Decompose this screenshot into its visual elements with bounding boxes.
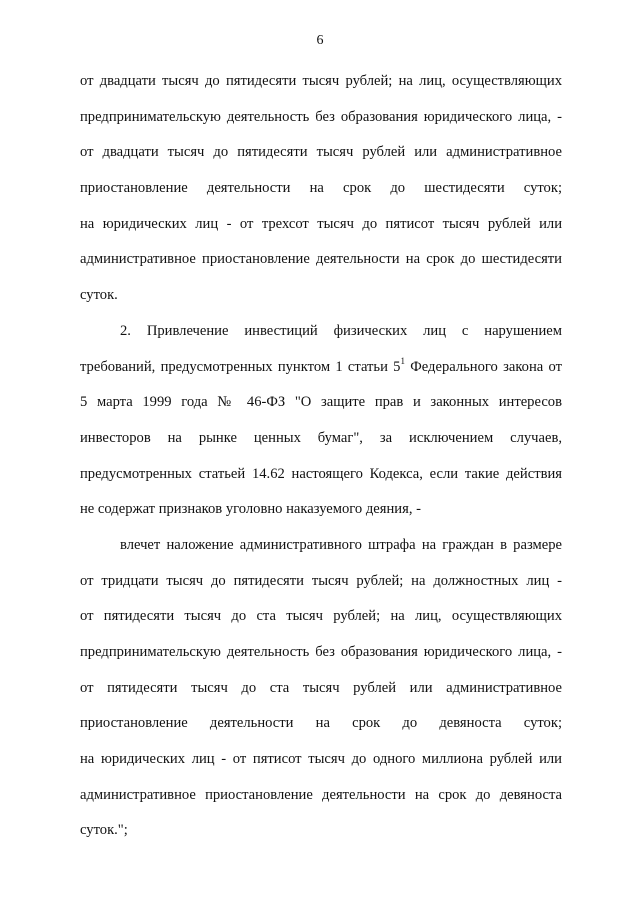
- text-line: инвесторов на рынке ценных бумаг", за исключением случаев,: [80, 429, 562, 446]
- document-body: [80, 64, 562, 849]
- text-line: предпринимательскую деятельность без образования юридического лица, -: [80, 644, 562, 660]
- text-line: 5 марта 1999 года № 46-ФЗ "О защите прав и законных интересов: [80, 394, 562, 411]
- text-line: влечет наложение административного штрафа на граждан в размере: [120, 536, 562, 553]
- text-line: приостановление деятельности на срок до девяноста суток;: [80, 715, 562, 732]
- text-line: от пятидесяти тысяч до ста тысяч рублей или административное: [80, 679, 562, 696]
- text-line: от двадцати тысяч до пятидесяти тысяч рублей или административное: [80, 144, 562, 161]
- text-line-with-superscript: [80, 350, 562, 386]
- superscript: 1: [400, 355, 405, 366]
- text-line: предпринимательскую деятельность без образования юридического лица, -: [80, 108, 562, 125]
- text-line: не содержат признаков уголовно наказуемого деяния, -: [80, 501, 421, 518]
- text-segment: Федерального закона от: [404, 358, 562, 375]
- text-line: предусмотренных статьей 14.62 настоящего Кодекса, если такие действия: [80, 465, 562, 482]
- text-line: от пятидесяти тысяч до ста тысяч рублей; на лиц, осуществляющих: [80, 608, 562, 625]
- text-line: 2. Привлечение инвестиций физических лиц с нарушением: [120, 322, 562, 339]
- text-line: на юридических лиц - от пятисот тысяч до одного миллиона рублей или: [80, 751, 562, 768]
- text-line: административное приостановление деятельности на срок до шестидесяти: [80, 251, 562, 268]
- page-number: 6: [316, 33, 324, 48]
- text-segment: требований, предусмотренных пунктом 1 статьи 5: [80, 358, 401, 375]
- text-line: суток.: [80, 287, 118, 304]
- text-line: от тридцати тысяч до пятидесяти тысяч рублей; на должностных лиц -: [80, 572, 562, 589]
- text-line: от двадцати тысяч до пятидесяти тысяч рублей; на лиц, осуществляющих: [80, 73, 562, 89]
- text-line: суток.";: [80, 822, 128, 839]
- text-line: приостановление деятельности на срок до шестидесяти суток;: [80, 180, 562, 197]
- text-line: административное приостановление деятельности на срок до девяноста: [80, 786, 562, 803]
- text-line: на юридических лиц - от трехсот тысяч до пятисот тысяч рублей или: [80, 215, 562, 232]
